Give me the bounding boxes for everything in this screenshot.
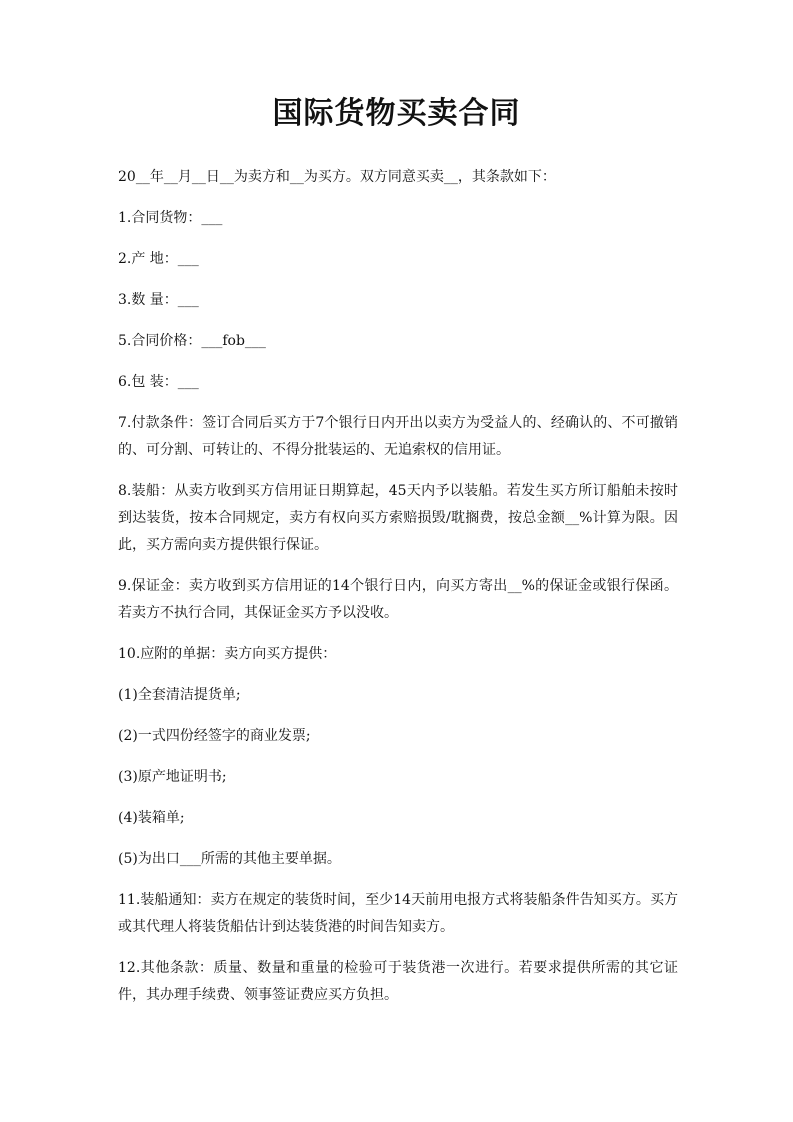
clause-origin: 2.产 地：___ [118,251,199,267]
document-item-2: (2)一式四份经签字的商业发票; [118,728,311,744]
clause-other-terms: 12.其他条款：质量、数量和重量的检验可于装货港一次进行。若要求提供所需的其它证件，其办理手续费、领事签证费应买方负担。 [118,960,678,1003]
document-item-4: (4)装箱单; [118,810,185,826]
clause-deposit: 9.保证金：卖方收到买方信用证的14个银行日内，向买方寄出__%的保证金或银行保函。若卖方不执行合同，其保证金买方予以没收。 [118,578,678,621]
clause-packing: 6.包 装：___ [118,374,199,390]
clause-quantity: 3.数 量：___ [118,292,199,308]
clause-documents: 10.应附的单据：卖方向买方提供： [118,646,337,662]
intro-paragraph: 20__年__月__日__为卖方和__为买方。双方同意买卖__，其条款如下： [118,169,556,185]
document-item-1: (1)全套清洁提货单; [118,687,241,703]
document-body [118,164,678,1023]
clause-shipment: 8.装船：从卖方收到买方信用证日期算起，45天内予以装船。若发生买方所订船舶未按时到达装货，按本合同规定，卖方有权向买方索赔损毁/耽搁费，按总金额__%计算为限。因此，买方需向卖方提供银行保证。 [118,483,678,553]
clause-price: 5.合同价格：___fob___ [118,333,266,349]
document-item-5: (5)为出口___所需的其他主要单据。 [118,851,341,867]
document-title: 国际货物买卖合同 [272,96,521,131]
clause-shipping-notice: 11.装船通知：卖方在规定的装货时间，至少14天前用电报方式将装船条件告知买方。买方或其代理人将装货船估计到达装货港的时间告知卖方。 [118,892,678,935]
clause-payment: 7.付款条件：签订合同后买方于7个银行日内开出以卖方为受益人的、经确认的、不可撤销的、可分割、可转让的、不得分批装运的、无追索权的信用证。 [118,415,678,458]
document-item-3: (3)原产地证明书; [118,769,227,785]
clause-goods: 1.合同货物：___ [118,210,223,226]
